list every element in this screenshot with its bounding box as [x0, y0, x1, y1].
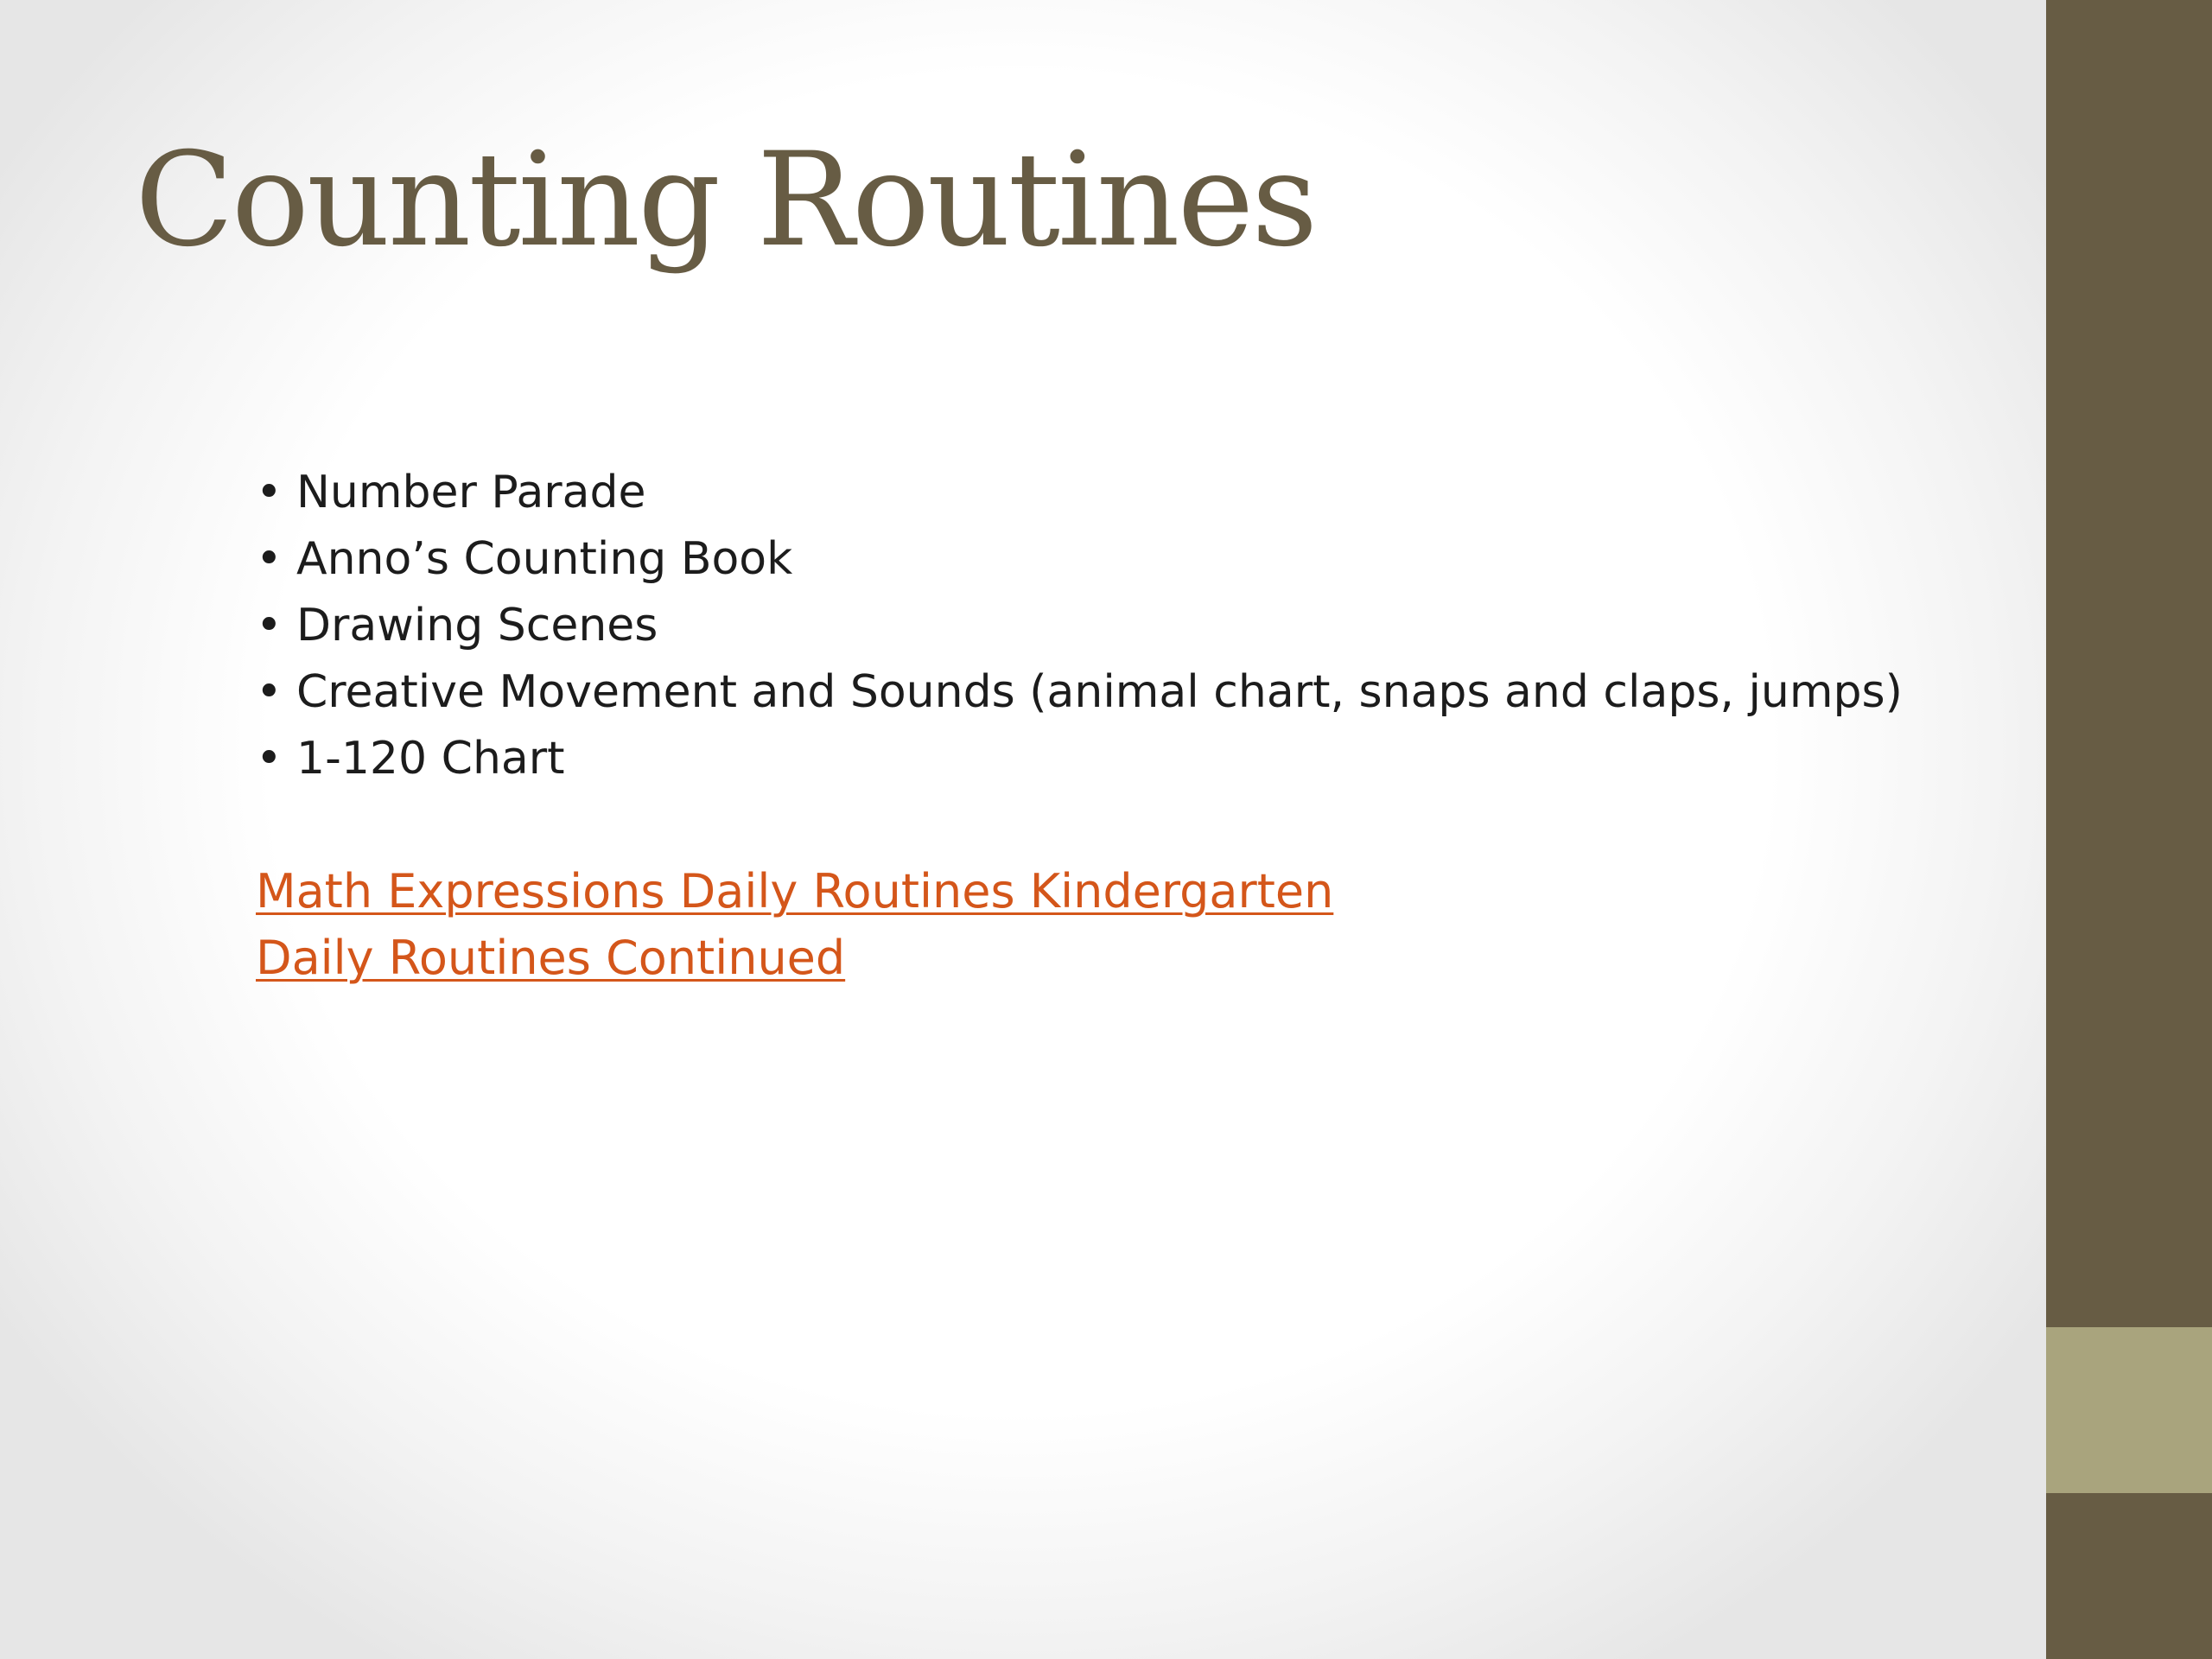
bullet-text: Drawing Scenes [296, 600, 658, 652]
link-group [256, 858, 1903, 991]
bullet-icon: • [256, 666, 283, 718]
bullet-item-number-parade [256, 460, 1903, 526]
bullet-item-annos-counting-book [256, 526, 1903, 593]
bullet-item-120-chart [256, 726, 1903, 792]
slide-title: Counting Routines [135, 125, 1316, 276]
side-accent-block [2046, 1327, 2212, 1493]
slide-content [256, 460, 1903, 991]
bullet-text: 1-120 Chart [296, 733, 565, 785]
bullet-icon: • [256, 467, 283, 518]
bullet-text: Anno’s Counting Book [296, 533, 793, 585]
bullet-icon: • [256, 533, 283, 585]
daily-routines-continued-link[interactable]: Daily Routines Continued [256, 931, 846, 985]
math-expressions-daily-routines-link[interactable]: Math Expressions Daily Routines Kindergarten [256, 864, 1334, 918]
bullet-item-creative-movement [256, 659, 1903, 726]
bullet-list [256, 460, 1903, 792]
bullet-icon: • [256, 733, 283, 785]
bullet-text: Creative Movement and Sounds (animal chart, snaps and claps, jumps) [296, 666, 1903, 718]
bullet-text: Number Parade [296, 467, 646, 518]
bullet-icon: • [256, 600, 283, 652]
bullet-item-drawing-scenes [256, 593, 1903, 659]
